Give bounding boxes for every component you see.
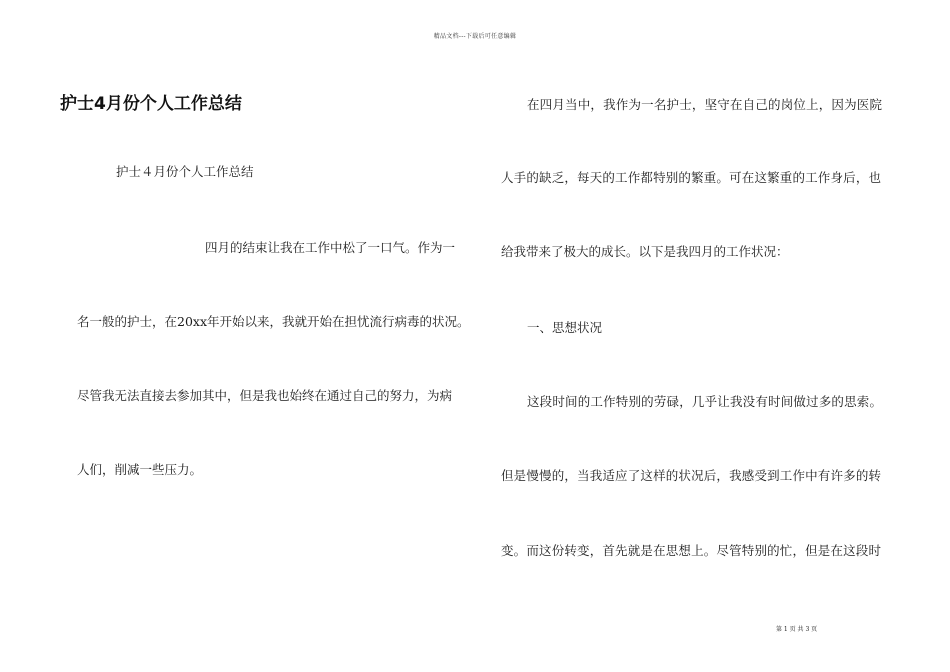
paragraph-line: 但是慢慢的，当我适应了这样的状况后，我感受到工作中有许多的转	[501, 468, 881, 483]
paragraph-line: 尽管我无法直接去参加其中，但是我也始终在通过自己的努力，为病	[77, 388, 453, 403]
paragraph-line: 这段时间的工作特别的劳碌，几乎让我没有时间做过多的思索。	[527, 394, 882, 409]
paragraph-line: 四月的结束让我在工作中松了一口气。作为一	[205, 240, 456, 255]
section-heading: 一、思想状况	[527, 320, 603, 335]
page-number-footer: 第 1 页 共 3 页	[776, 626, 818, 633]
paragraph-line: 名一般的护士，在20xx年开始以来，我就开始在担忧流行病毒的状况。	[77, 314, 470, 329]
paragraph-line: 在四月当中，我作为一名护士，坚守在自己的岗位上，因为医院	[527, 97, 882, 112]
document-title: 护士4月份个人工作总结	[60, 94, 242, 114]
left-subtitle: 护士４月份个人工作总结	[116, 164, 254, 179]
paragraph-line: 人们，削减一些压力。	[77, 462, 203, 477]
paragraph-line: 人手的缺乏，每天的工作都特别的繁重。可在这繁重的工作身后，也	[501, 170, 881, 185]
paragraph-line: 变。而这份转变，首先就是在思想上。尽管特别的忙，但是在这段时	[501, 543, 881, 558]
page-header-note: 精品文档---下载后可任意编辑	[433, 33, 517, 40]
paragraph-line: 给我带来了极大的成长。以下是我四月的工作状况：	[501, 244, 789, 259]
